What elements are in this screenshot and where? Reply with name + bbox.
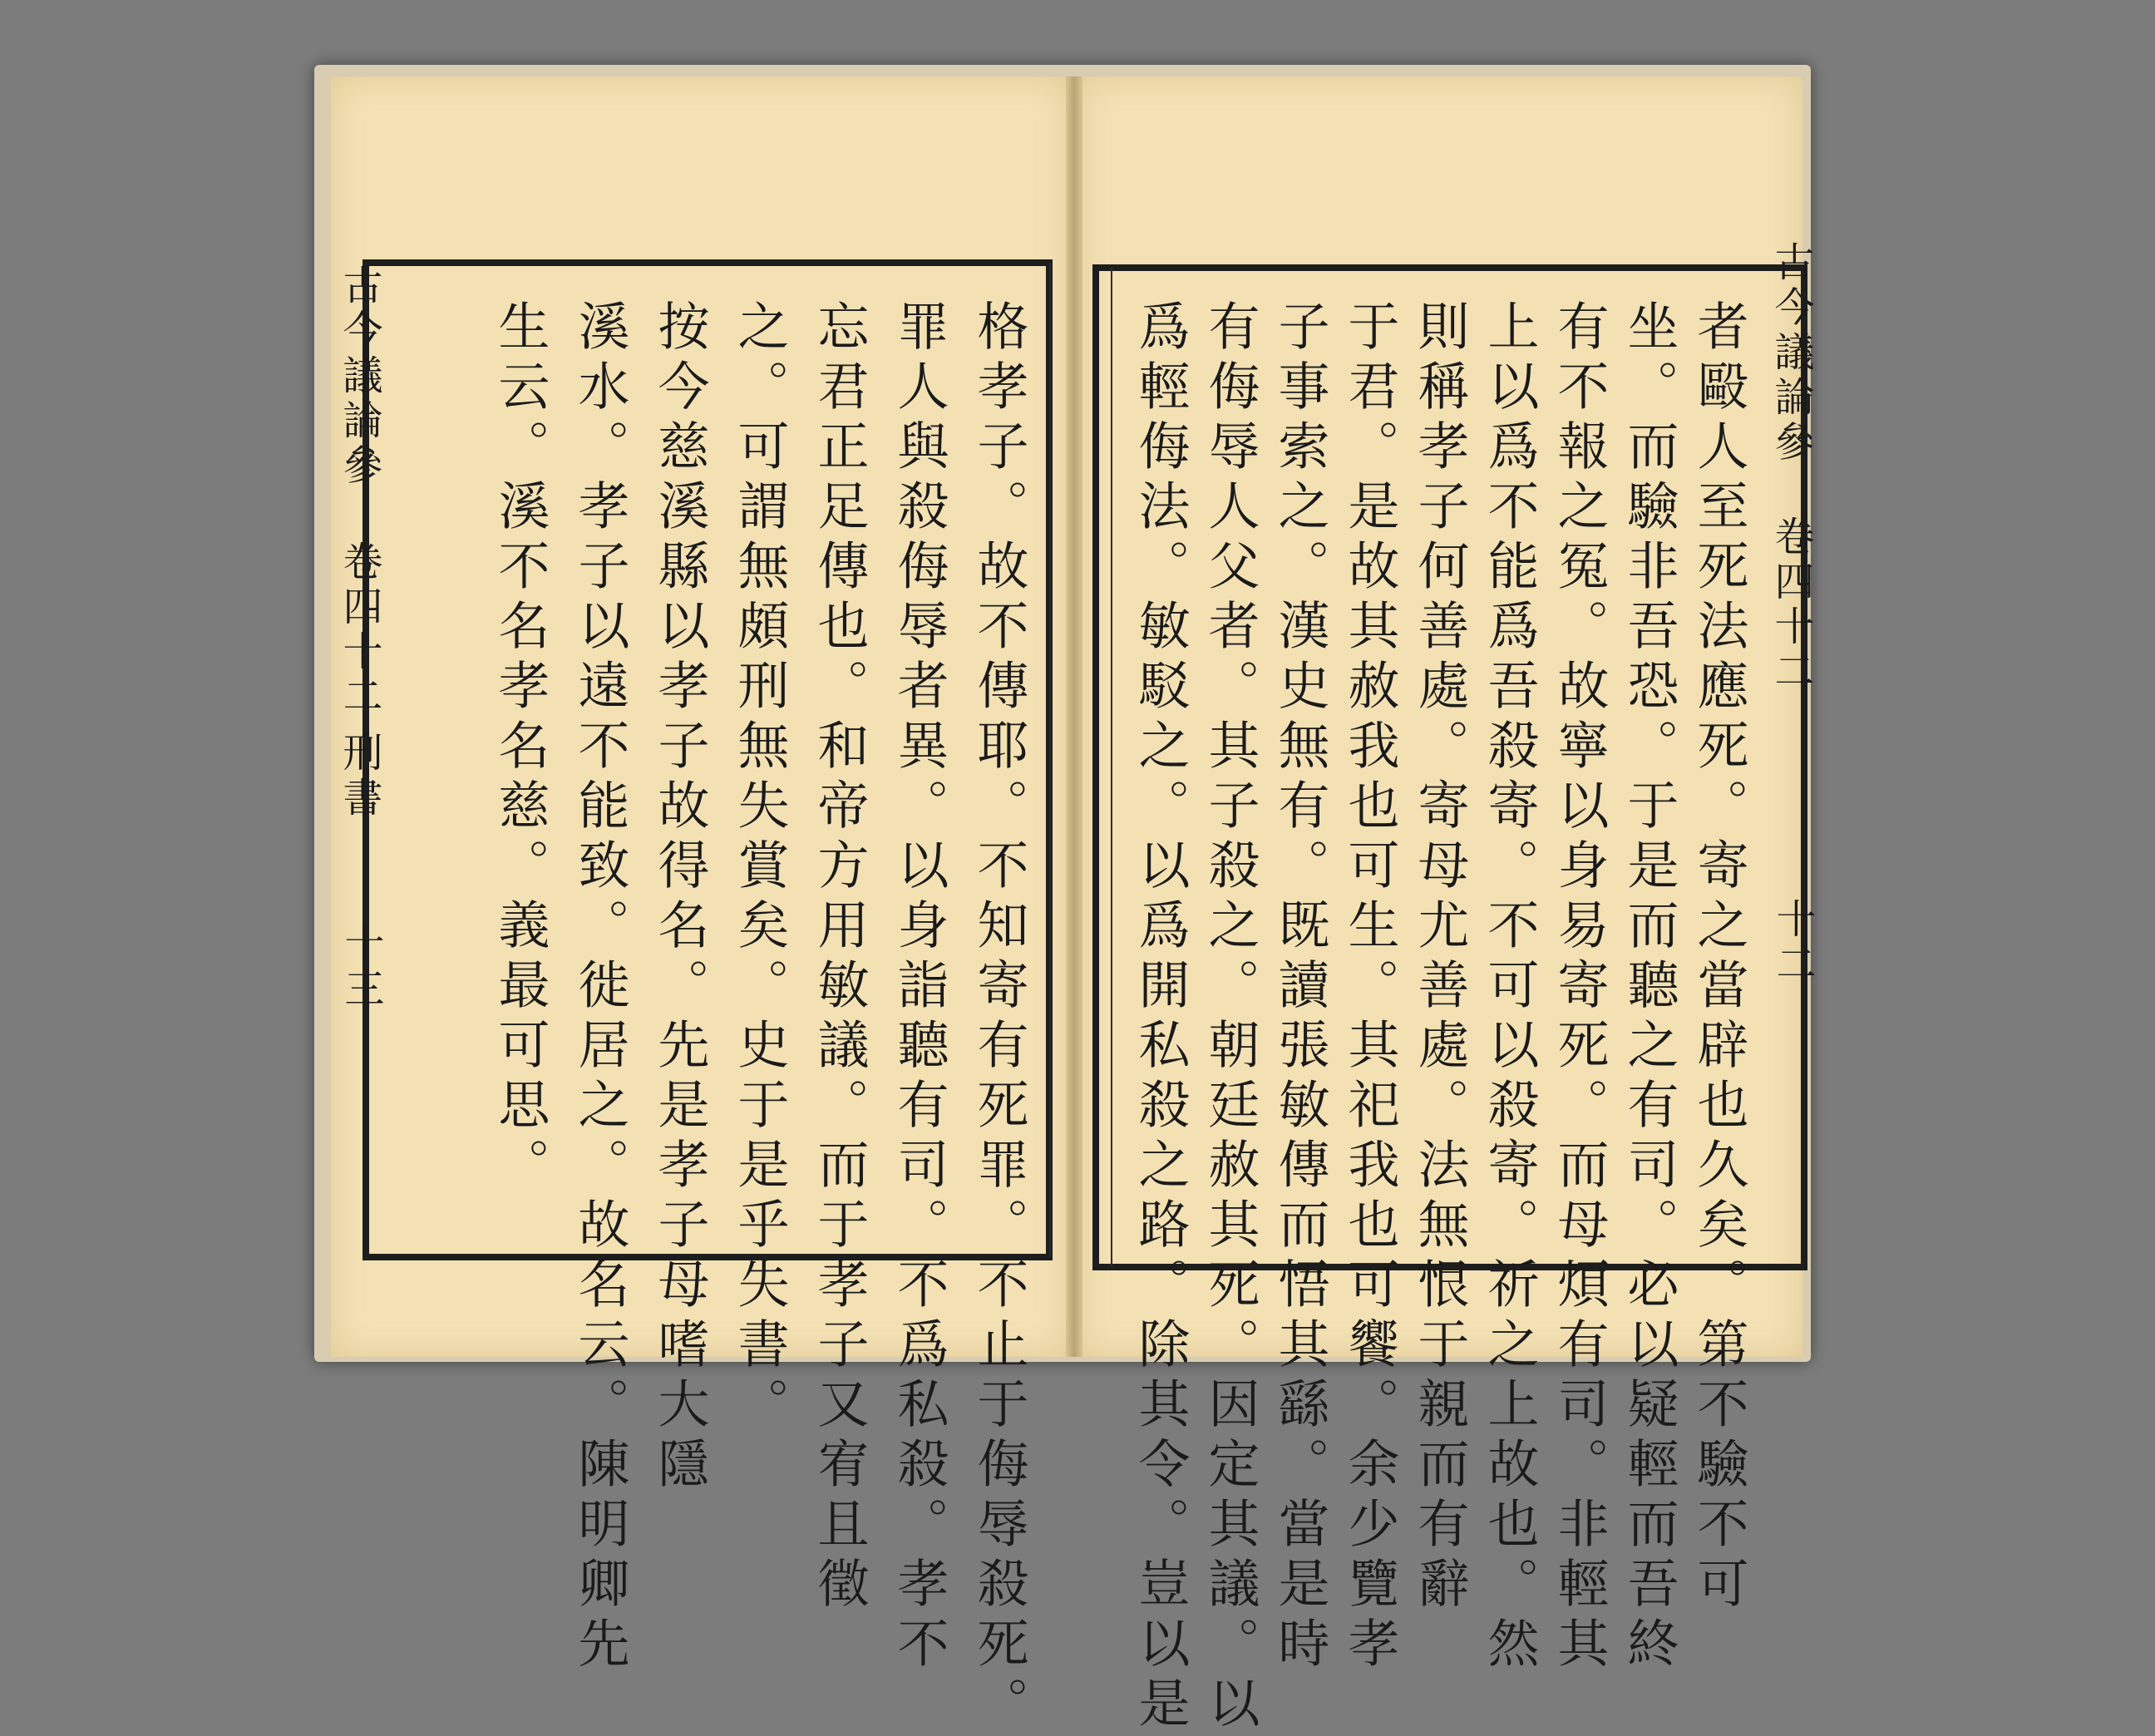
right-column-5: 則稱孝子何善處。寄母尤善處。法無恨于親而有辭: [1409, 299, 1470, 1616]
right-column-7: 子事索之。漢史無有。既讀張敏傳而悟其繇。當是時: [1270, 299, 1330, 1676]
left-column-5: 按今慈溪縣以孝子故得名。先是孝子母嗜大隱: [649, 299, 710, 1497]
left-spine-volume: 卷四十二: [336, 540, 382, 720]
left-page-number: 十三: [338, 923, 384, 1013]
left-column-6: 溪水。孝子以遠不能致。徙居之。故名云。陳明卿先: [570, 299, 630, 1676]
right-column-6: 于君。是故其赦我也可生。其祀我也可饗。余少覽孝: [1339, 299, 1400, 1676]
right-column-1: 者毆人至死法應死。寄之當辟也久矣。第不驗不可: [1689, 299, 1749, 1616]
left-spine-title: 古今議論參: [336, 264, 382, 489]
left-column-7: 生云。溪不名孝名慈。義最可思。: [490, 299, 550, 1197]
left-column-2: 罪人與殺侮辱者異。以身詣聽有司。不爲私殺。孝不: [889, 299, 949, 1676]
left-column-3: 忘君正足傳也。和帝方用敏議。而于孝子又宥且徵: [809, 299, 870, 1616]
right-spine-volume: 卷四十二: [1768, 515, 1814, 695]
left-spine-section: 刑書: [336, 732, 382, 821]
book-gutter: [1066, 76, 1082, 1357]
right-column-9: 爲輕侮法。敏駁之。以爲開私殺之路。除其令。豈以是: [1130, 299, 1191, 1736]
right-page-number: 十二: [1769, 898, 1816, 988]
right-column-3: 有不報之冤。故寧以身易寄死。而母煩有司。非輕其: [1549, 299, 1610, 1676]
right-column-8: 有侮辱人父者。其子殺之。朝廷赦其死。因定其議。以: [1200, 299, 1260, 1736]
right-spine-title: 古今議論參: [1768, 241, 1814, 466]
left-column-1: 格孝子。故不傳耶。不知寄有死罪。不止于侮辱殺死。: [969, 299, 1029, 1736]
right-column-2: 坐。而驗非吾恐。于是而聽之有司。必以疑輕而吾終: [1619, 299, 1679, 1676]
right-column-4: 上以爲不能爲吾殺寄。不可以殺寄。祈之上故也。然: [1479, 299, 1540, 1676]
left-column-4: 之。可謂無頗刑無失賞矣。史于是乎失書。: [729, 299, 790, 1437]
right-frame-rule: [1111, 268, 1112, 1267]
left-frame-rule: [1049, 263, 1051, 1257]
